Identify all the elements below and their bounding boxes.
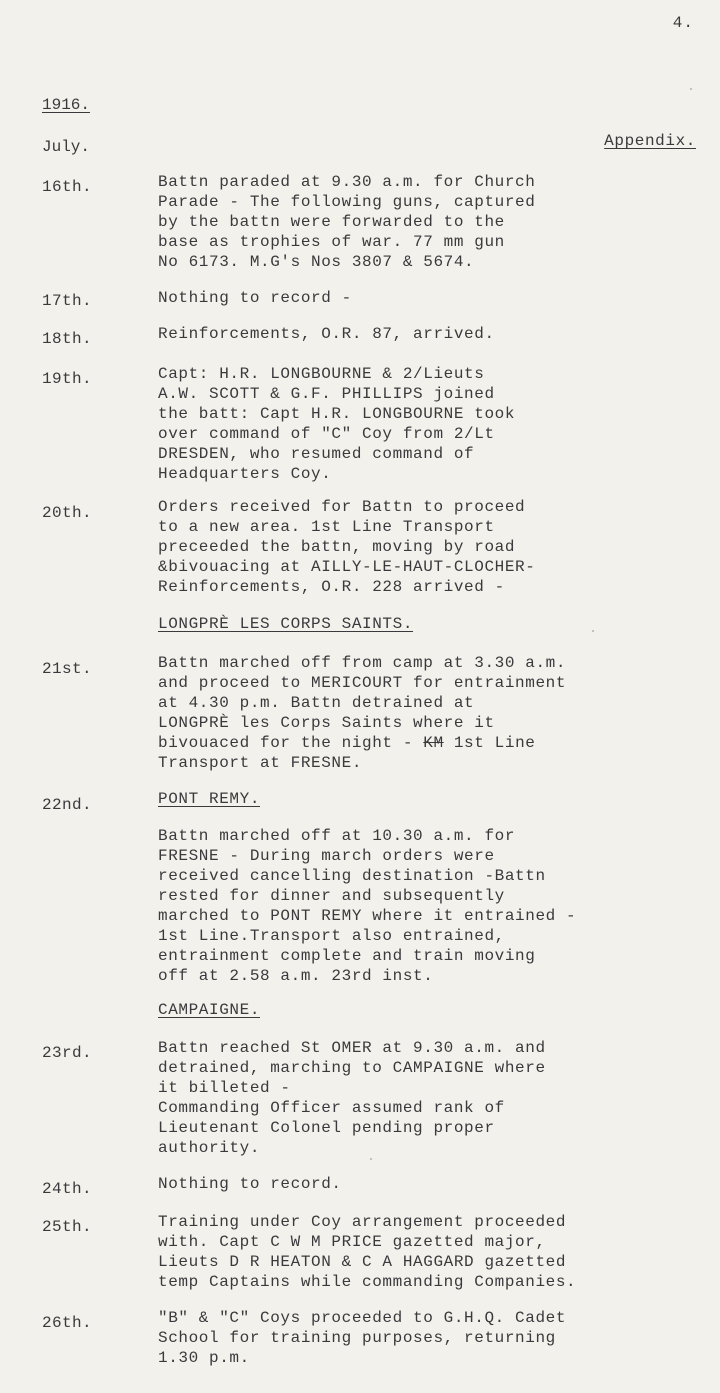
section-heading-pont-remy: PONT REMY. (158, 790, 261, 808)
entry-date: 22nd. (42, 796, 93, 814)
struck-text: KM (423, 734, 444, 752)
entry-date: 19th. (42, 370, 93, 388)
year-heading: 1916. (42, 96, 91, 114)
paper-speck (690, 88, 692, 90)
page-number: 4. (672, 14, 694, 32)
entry-text: "B" & "C" Coys proceeded to G.H.Q. Cadet School for training purposes, returning 1.30 p.m. (158, 1309, 567, 1367)
entry-text: Battn paraded at 9.30 a.m. for Church Parade - The following guns, captured by the battn were forwarded to the base as trophies of war. 77 mm gun No 6173. M.G's Nos 3807 & 5674. (158, 173, 536, 271)
section-heading-campaigne: CAMPAIGNE. (158, 1001, 261, 1019)
month-heading: July. (42, 138, 91, 156)
entry-text: Reinforcements, O.R. 87, arrived. (158, 325, 495, 343)
entry-date: 17th. (42, 292, 93, 310)
entry-date: 18th. (42, 330, 93, 348)
entry-date: 24th. (42, 1180, 93, 1198)
entry-text: Battn reached St OMER at 9.30 a.m. and detrained, marching to CAMPAIGNE where it billeted - Commanding Officer assumed rank of Lieutenant Colonel pending proper authority. (158, 1039, 546, 1157)
entry-date: 20th. (42, 504, 93, 522)
entry-date: 21st. (42, 660, 93, 678)
entry-date: 26th. (42, 1314, 93, 1332)
paper-speck (370, 1158, 372, 1160)
entry-text: Battn marched off at 10.30 a.m. for FRESNE - During march orders were received cancelling destination -Battn rested for dinner and subsequently marched to PONT REMY where it entrained - 1st Line.Transport also entrained, entrainment complete and train moving off at 2.58 a.m. 23rd inst. (158, 827, 577, 985)
entry-text: Orders received for Battn to proceed to a new area. 1st Line Transport preceeded the battn, moving by road &bivouacing at AILLY-LE-HAUT-CLOCHER- Reinforcements, O.R. 228 arrived - (158, 498, 536, 596)
entry-text: Nothing to record. (158, 1175, 342, 1193)
paper-speck (592, 630, 594, 632)
entry-text: Battn marched off from camp at 3.30 a.m. and proceed to MERICOURT for entrainment at 4.30 p.m. Battn detrained at LONGPRÈ les Corps Saints where it bivouaced for the night - KM 1st Line Transport at FRESNE. (158, 654, 567, 772)
entry-text: Capt: H.R. LONGBOURNE & 2/Lieuts A.W. SCOTT & G.F. PHILLIPS joined the batt: Capt H.R. LONGBOURNE took over command of "C" Coy from 2/Lt DRESDEN, who resumed command of Headquarters Coy. (158, 365, 516, 483)
entry-text: Training under Coy arrangement proceeded with. Capt C W M PRICE gazetted major, Lieuts D R HEATON & C A HAGGARD gazetted temp Captains while commanding Companies. (158, 1213, 577, 1291)
entry-date: 16th. (42, 178, 93, 196)
section-heading-longpre: LONGPRÈ LES CORPS SAINTS. (158, 615, 414, 633)
appendix-label: Appendix. (604, 132, 696, 150)
entry-text: Nothing to record - (158, 289, 352, 307)
entry-date: 25th. (42, 1218, 93, 1236)
entry-date: 23rd. (42, 1044, 93, 1062)
